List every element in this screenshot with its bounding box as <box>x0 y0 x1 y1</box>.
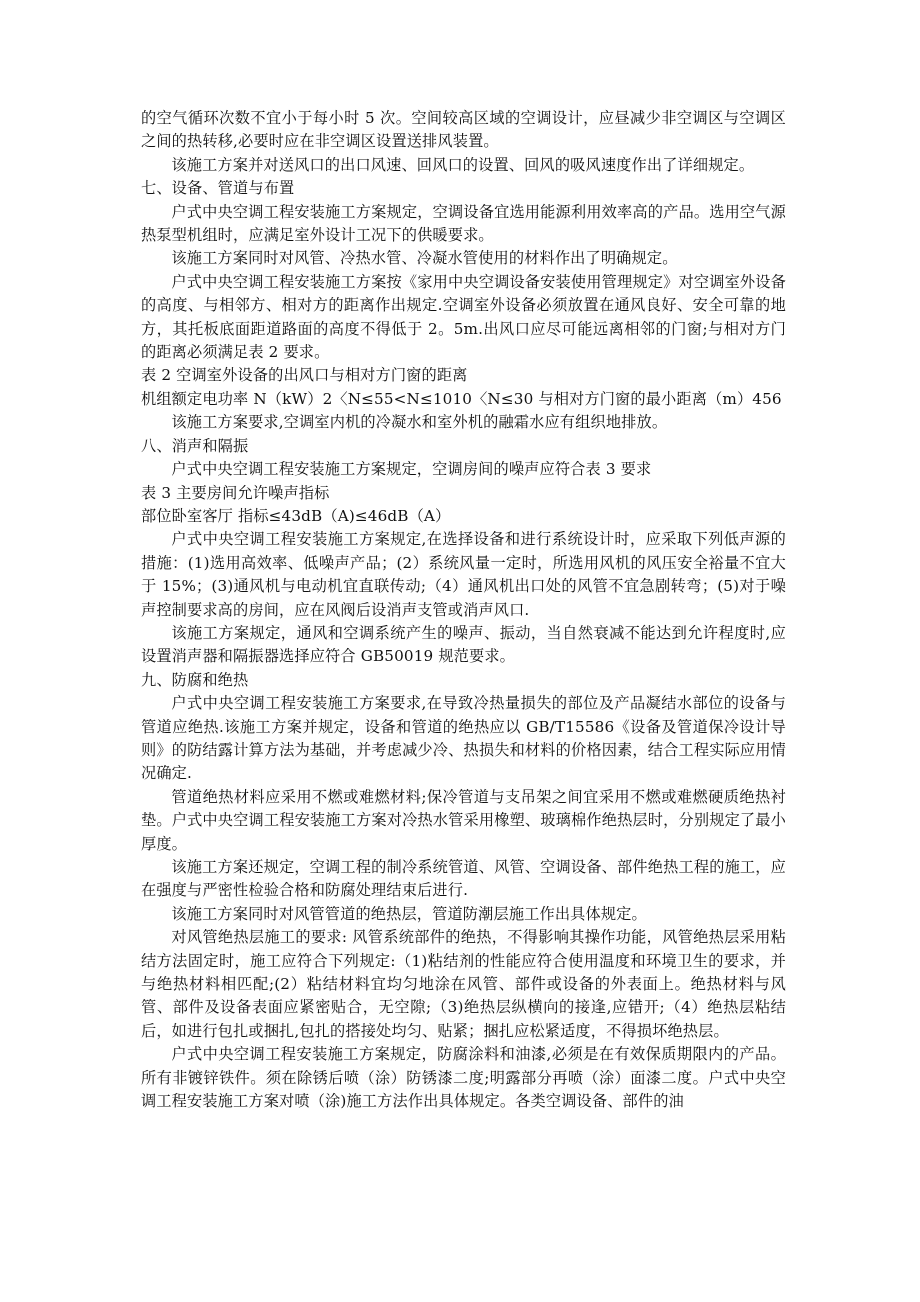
section-heading: 八、消声和隔振 <box>141 436 249 455</box>
paragraph: 该施工方案规定，通风和空调系统产生的噪声、振动，当自然衰减不能达到允许程度时,应设置消声器和隔振器选择应符合 GB50019 规范要求。 <box>141 623 786 666</box>
paragraph: 管道绝热材料应采用不燃或难燃材料;保冷管道与支吊架之间宜采用不燃或难燃硬质绝热衬垫。户式中央空调工程安装施工方案对冷热水管采用橡塑、玻璃棉作绝热层时，分别规定了最小厚度。 <box>141 787 786 853</box>
section-heading: 九、防腐和绝热 <box>141 670 249 689</box>
table-caption-line: 机组额定电功率 N（kW）2〈N≤55<N≤1010〈N≤30 与相对方门窗的最小距离（m）456 <box>141 389 782 408</box>
paragraph: 户式中央空调工程安装施工方案规定，空调房间的噪声应符合表 3 要求 <box>171 460 652 479</box>
table-caption-line: 表 2 空调室外设备的出风口与相对方门窗的距离 <box>141 366 468 385</box>
paragraph: 该施工方案还规定，空调工程的制冷系统管道、风管、空调设备、部件绝热工程的施工，应在强度与严密性检验合格和防腐处理结束后进行. <box>141 858 786 900</box>
paragraph: 该施工方案同时对风管、冷热水管、冷凝水管使用的材料作出了明确规定。 <box>171 249 678 268</box>
paragraph: 户式中央空调工程安装施工方案按《家用中央空调设备安装使用管理规定》对空调室外设备的高度、与相邻方、相对方的距离作出规定.空调室外设备必须放置在通风良好、安全可靠的地方，其托板底面距道路面的高度不得低于 2。5m.出风口应尽可能远离相邻的门窗;与相对方门的距离必须满足表 2 要求。 <box>141 272 786 362</box>
paragraph: 该施工方案同时对风管管道的绝热层，管道防潮层施工作出具体规定。 <box>171 904 647 923</box>
paragraph: 户式中央空调工程安装施工方案规定，防腐涂料和油漆,必须是在有效保质期限内的产品。所有非镀锌铁件。须在除锈后喷（涂）防锈漆二度;明露部分再喷（涂）面漆二度。户式中央空调工程安装施工方案对喷（涂)施工方法作出具体规定。各类空调设备、部件的油 <box>141 1045 786 1111</box>
table-caption-line: 部位卧室客厅 指标≤43dB（A)≤46dB（A） <box>141 506 451 525</box>
document-body <box>141 107 786 1113</box>
paragraph: 该施工方案并对送风口的出口风速、回风口的设置、回风的吸风速度作出了详细规定。 <box>171 155 755 174</box>
paragraph: 户式中央空调工程安装施工方案规定，空调设备宜选用能源利用效率高的产品。选用空气源热泵型机组时，应满足室外设计工况下的供暖要求。 <box>141 202 786 245</box>
paragraph-continued: 的空气循环次数不宜小于每小时 5 次。空间较高区域的空调设计，应昼减少非空调区与空调区之间的热转移,必要时应在非空调区设置送排风装置。 <box>141 109 786 151</box>
section-heading: 七、设备、管道与布置 <box>141 179 295 198</box>
paragraph: 户式中央空调工程安装施工方案规定,在选择设备和进行系统设计时，应采取下列低声源的措施：(1)选用高效率、低噪声产品；(2）系统风量一定时，所选用风机的风压安全裕量不宜大于 15%；(3)通风机与电动机宜直联传动;（4）通风机出口处的风管不宜急剧转弯；(5)对于噪声控制要求高的房间，应在风阀后设消声支管或消声风口. <box>141 530 786 619</box>
table-caption-line: 表 3 主要房间允许噪声指标 <box>141 483 330 502</box>
paragraph: 对风管绝热层施工的要求: 风管系统部件的绝热，不得影响其操作功能，风管绝热层采用粘结方法固定时，施工应符合下列规定:（1)粘结剂的性能应符合使用温度和环境卫生的要求，并与绝热材料相匹配;(2）粘结材料宜均匀地涂在风管、部件或设备的外表面上。绝热材料与风管、部件及设备表面应紧密贴合，无空隙;（3)绝热层纵横向的接逢,应错开;（4）绝热层粘结后，如进行包扎或捆扎,包扎的搭接处均匀、贴紧；捆扎应松紧适度，不得损坏绝热层。 <box>141 928 786 1040</box>
paragraph: 该施工方案要求,空调室内机的冷凝水和室外机的融霜水应有组织地排放。 <box>171 413 668 432</box>
paragraph: 户式中央空调工程安装施工方案要求,在导致冷热量损失的部位及产品凝结水部位的设备与管道应绝热.该施工方案并规定，设备和管道的绝热应以 GB/T15586《设备及管道保冷设计导则》的防结露计算方法为基础，并考虑减少冷、热损失和材料的价格因素，结合工程实际应用情况确定. <box>141 694 786 783</box>
